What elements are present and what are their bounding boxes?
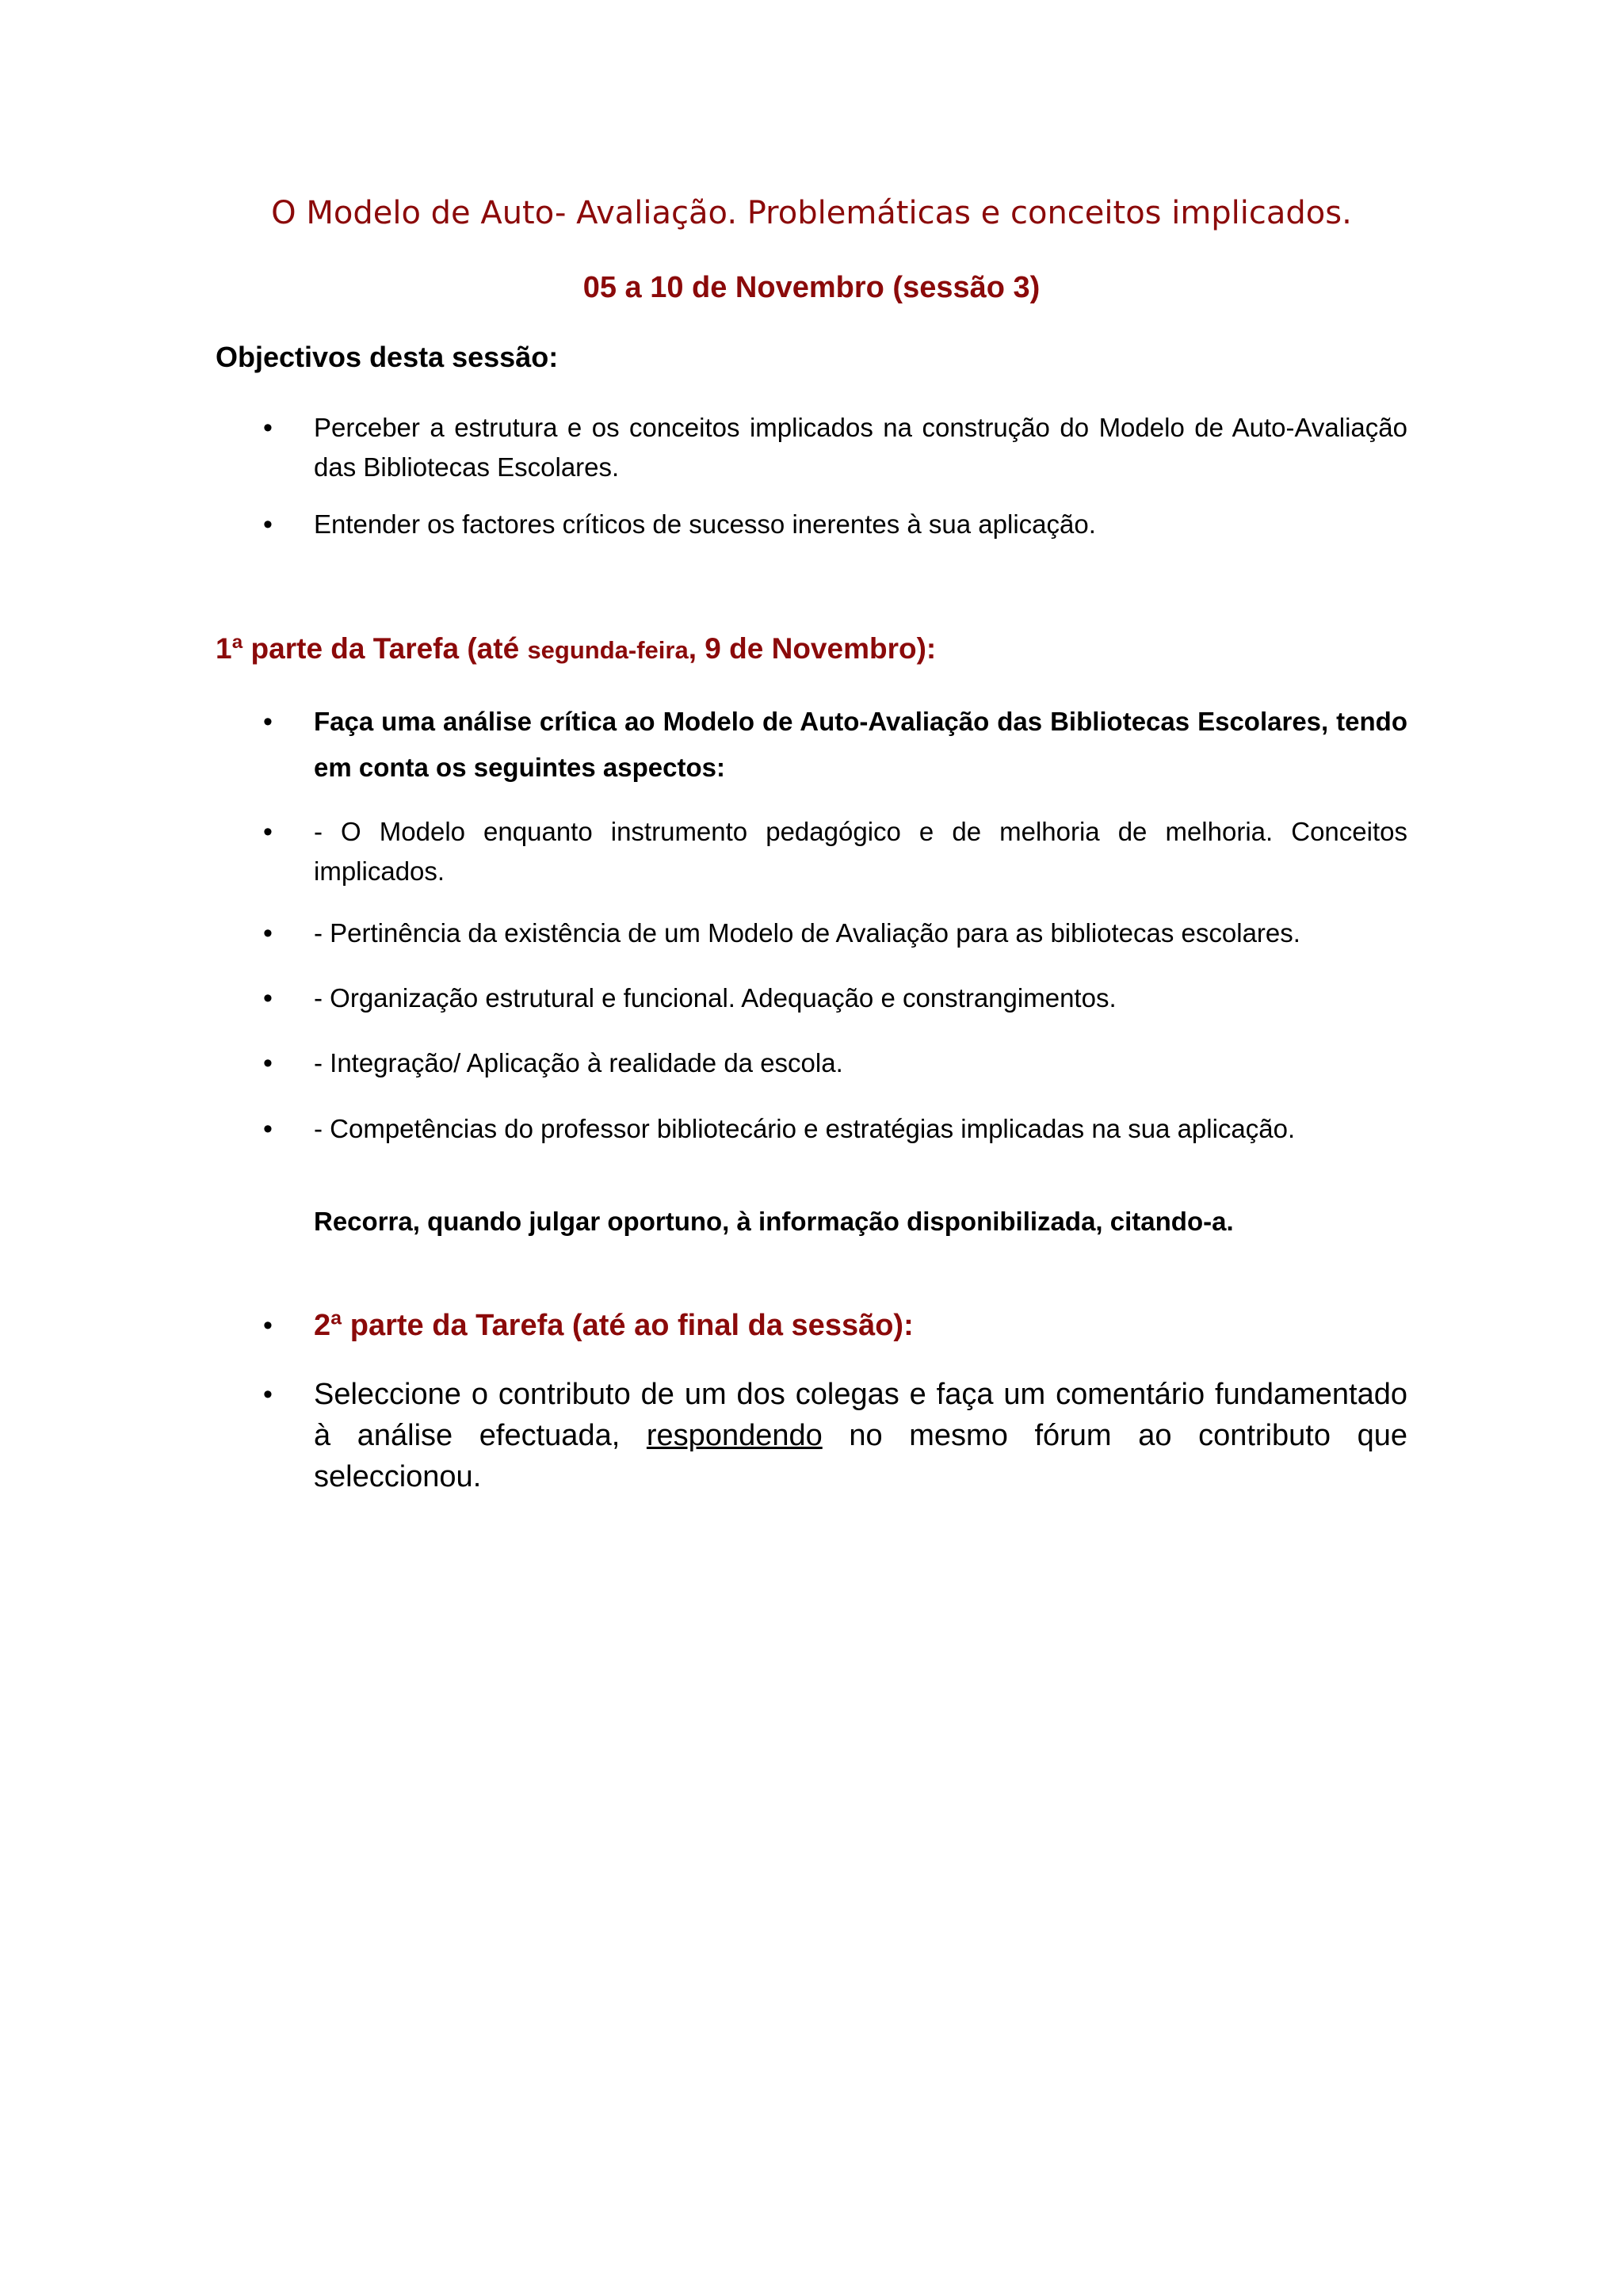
objective-text: Perceber a estrutura e os conceitos implicados na construção do Modelo de Auto-Avaliação das Bibliotecas Escolares. bbox=[314, 413, 1407, 482]
objectives-heading: Objectivos desta sessão: bbox=[216, 341, 559, 373]
aspect-text: - O Modelo enquanto instrumento pedagógico e de melhoria de melhoria. Conceitos implicados. bbox=[314, 817, 1407, 886]
part2-heading: 2ª parte da Tarefa (até ao final da sessão): bbox=[314, 1309, 914, 1342]
part1-heading bbox=[216, 632, 936, 666]
bullet-icon: • bbox=[263, 1310, 273, 1341]
part2-text bbox=[314, 1374, 1407, 1497]
bullet-icon: • bbox=[263, 983, 273, 1013]
part2-text-after: no mesmo fórum ao contributo que seleccionou. bbox=[314, 1419, 1407, 1493]
bullet-icon: • bbox=[263, 1379, 273, 1409]
bullet-icon: • bbox=[263, 918, 273, 948]
bullet-icon: • bbox=[263, 509, 273, 540]
citation-note: Recorra, quando julgar oportuno, à informação disponibilizada, citando-a. bbox=[314, 1207, 1234, 1236]
part1-heading-start: 1ª parte da Tarefa (até bbox=[216, 632, 528, 665]
respondendo-emphasis: respondendo bbox=[646, 1419, 823, 1452]
part1-heading-weekday: segunda-feira bbox=[527, 636, 689, 664]
bullet-icon: • bbox=[263, 413, 273, 443]
document-title: O Modelo de Auto- Avaliação. Problemáticas e conceitos implicados. bbox=[271, 195, 1352, 231]
part2-text-before: Seleccione o contributo de um dos colegas e faça um comentário fundamentado à análise efectuada, bbox=[314, 1378, 1407, 1452]
objective-text: Entender os factores críticos de sucesso inerentes à sua aplicação. bbox=[314, 509, 1096, 539]
aspect-text: - Integração/ Aplicação à realidade da escola. bbox=[314, 1048, 843, 1077]
part1-heading-end: , 9 de Novembro): bbox=[688, 632, 937, 665]
aspect-text: - Pertinência da existência de um Modelo de Avaliação para as bibliotecas escolares. bbox=[314, 918, 1300, 948]
bullet-icon: • bbox=[263, 1048, 273, 1078]
bullet-icon: • bbox=[263, 1114, 273, 1144]
session-dates: 05 a 10 de Novembro (sessão 3) bbox=[582, 271, 1041, 304]
aspect-text: - Organização estrutural e funcional. Adequação e constrangimentos. bbox=[314, 983, 1117, 1013]
bullet-icon: • bbox=[263, 817, 273, 847]
aspect-text: - Competências do professor bibliotecário e estratégias implicadas na sua aplicação. bbox=[314, 1114, 1296, 1143]
part1-intro: Faça uma análise crítica ao Modelo de Auto-Avaliação das Bibliotecas Escolares, tendo em conta os seguintes aspectos: bbox=[314, 707, 1407, 782]
bullet-icon: • bbox=[263, 707, 273, 737]
